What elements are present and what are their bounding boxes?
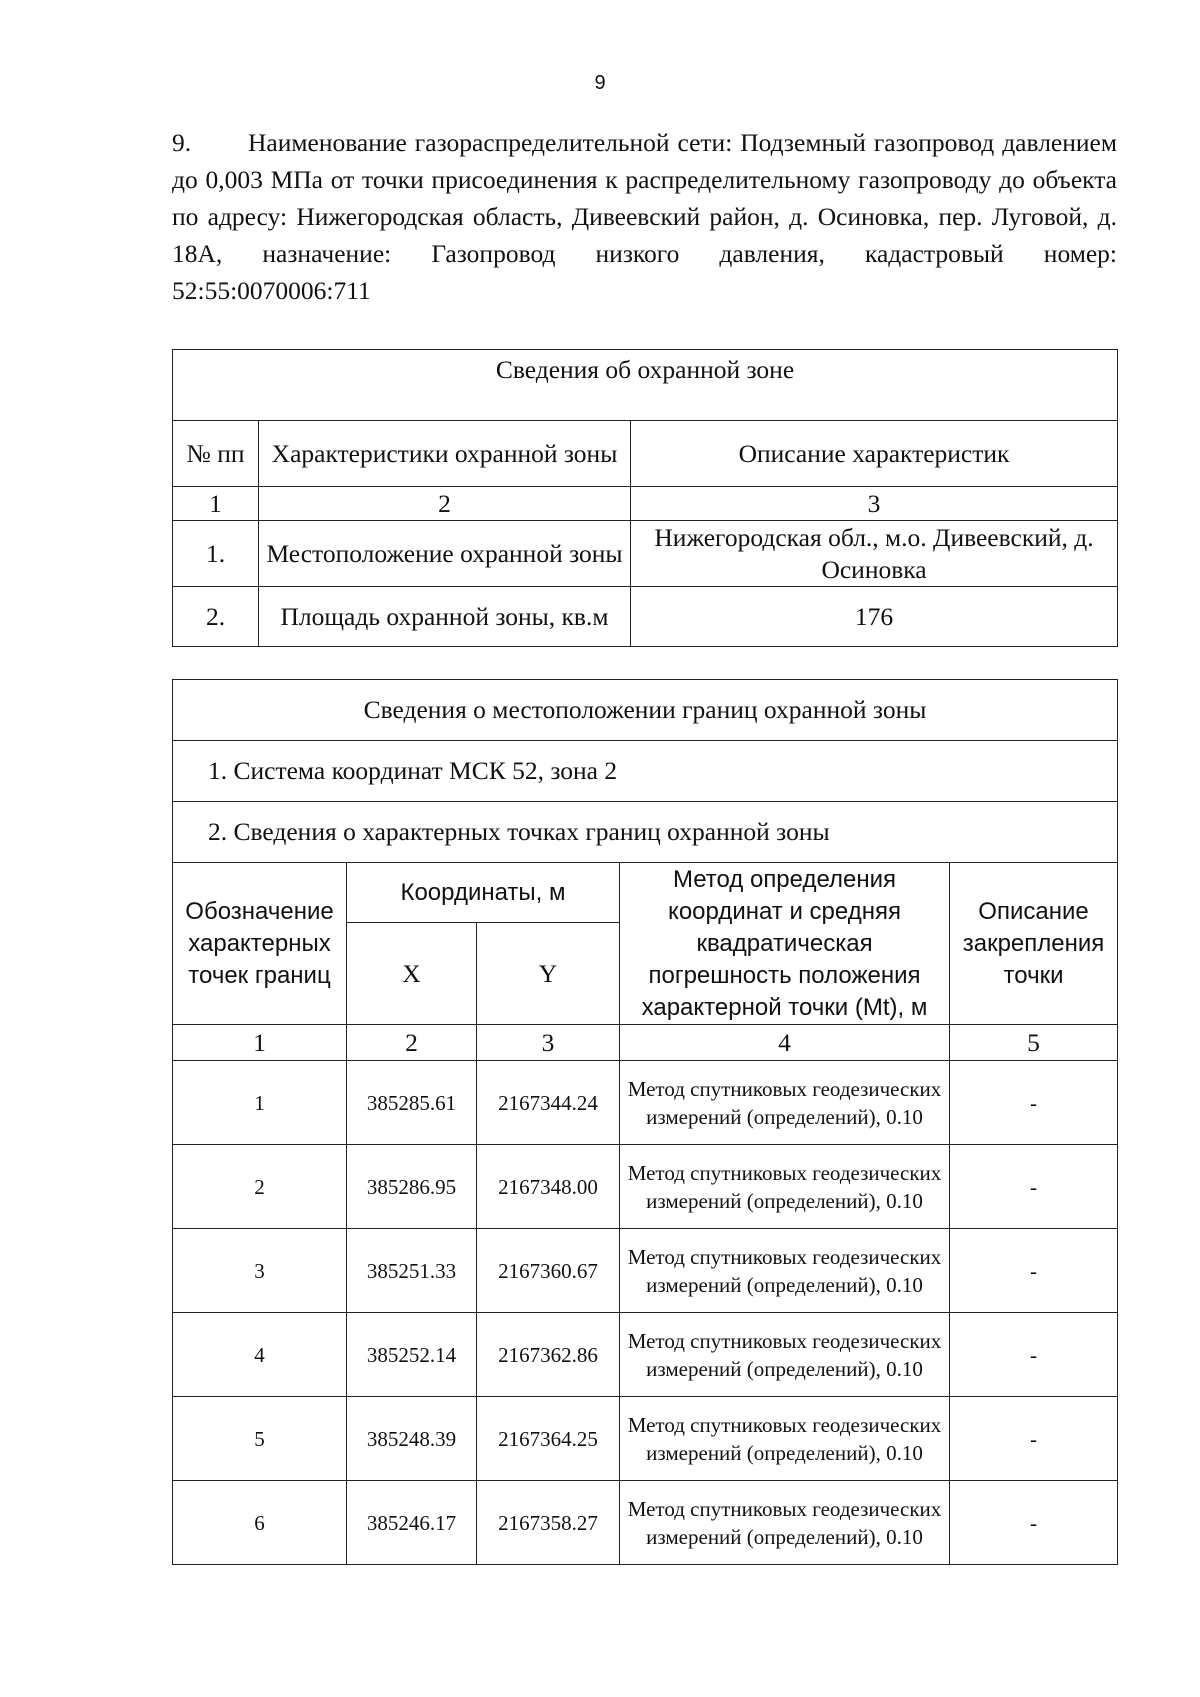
- table-row: [173, 1313, 1118, 1397]
- row-number: 1.: [173, 521, 259, 587]
- point-y: 2167348.00: [477, 1145, 620, 1229]
- header-designation: Обозначение характерных точек границ: [173, 863, 347, 1025]
- boundary-coordinates-table: [172, 679, 1118, 1565]
- point-method: Метод спутниковых геодезических измерений (определений), 0.10: [620, 1397, 950, 1481]
- point-fixing: -: [950, 1481, 1118, 1565]
- point-id: 2: [173, 1145, 347, 1229]
- point-y: 2167364.25: [477, 1397, 620, 1481]
- point-x: 385286.95: [347, 1145, 477, 1229]
- column-number: 2: [347, 1025, 477, 1061]
- zone-table-title: Сведения об охранной зоне: [173, 350, 1118, 421]
- paragraph-index: 9.: [172, 128, 192, 157]
- table-row: [173, 521, 1118, 587]
- header-method: Метод определения координат и средняя квадратическая погрешность положения характерной точки (Mt), м: [620, 863, 950, 1025]
- header-characteristic: Характеристики охранной зоны: [259, 421, 631, 487]
- network-description: [172, 124, 1117, 309]
- point-x: 385251.33: [347, 1229, 477, 1313]
- row-characteristic: Местоположение охранной зоны: [259, 521, 631, 587]
- row-number: 2.: [173, 587, 259, 647]
- point-method: Метод спутниковых геодезических измерений (определений), 0.10: [620, 1229, 950, 1313]
- point-method: Метод спутниковых геодезических измерений (определений), 0.10: [620, 1481, 950, 1565]
- header-description: Описание характеристик: [631, 421, 1118, 487]
- point-id: 3: [173, 1229, 347, 1313]
- table-row: [173, 1145, 1118, 1229]
- point-fixing: -: [950, 1313, 1118, 1397]
- point-y: 2167360.67: [477, 1229, 620, 1313]
- point-id: 4: [173, 1313, 347, 1397]
- column-number: 3: [477, 1025, 620, 1061]
- point-fixing: -: [950, 1229, 1118, 1313]
- point-fixing: -: [950, 1145, 1118, 1229]
- point-x: 385246.17: [347, 1481, 477, 1565]
- column-number: 1: [173, 1025, 347, 1061]
- point-y: 2167362.86: [477, 1313, 620, 1397]
- row-description: Нижегородская обл., м.о. Дивеевский, д. Осиновка: [631, 521, 1118, 587]
- point-id: 1: [173, 1061, 347, 1145]
- point-method: Метод спутниковых геодезических измерений (определений), 0.10: [620, 1061, 950, 1145]
- paragraph-text: Наименование газораспределительной сети: Подземный газопровод давлением до 0,003 МПа от точки присоединения к распределительному газопроводу до объекта по адресу: Нижегородская область, Дивеевский район, д. Осиновка, пер. Луговой, д. 18А, назначение: Газопровод низкого давления, кадастровый номер: 52:55:0070006:711: [172, 128, 1117, 305]
- point-x: 385248.39: [347, 1397, 477, 1481]
- point-y: 2167358.27: [477, 1481, 620, 1565]
- column-number: 2: [259, 487, 631, 521]
- row-characteristic: Площадь охранной зоны, кв.м: [259, 587, 631, 647]
- point-y: 2167344.24: [477, 1061, 620, 1145]
- column-number: 4: [620, 1025, 950, 1061]
- header-number: № пп: [173, 421, 259, 487]
- table-row: [173, 1229, 1118, 1313]
- header-x: X: [347, 923, 477, 1025]
- point-id: 5: [173, 1397, 347, 1481]
- table-row: [173, 1397, 1118, 1481]
- point-id: 6: [173, 1481, 347, 1565]
- page-number: 9: [594, 72, 606, 94]
- column-number: 1: [173, 487, 259, 521]
- table-row: [173, 1481, 1118, 1565]
- point-x: 385285.61: [347, 1061, 477, 1145]
- coordinate-system: 1. Система координат МСК 52, зона 2: [173, 741, 1118, 802]
- point-method: Метод спутниковых геодезических измерений (определений), 0.10: [620, 1145, 950, 1229]
- point-method: Метод спутниковых геодезических измерений (определений), 0.10: [620, 1313, 950, 1397]
- header-fixing: Описание закрепления точки: [950, 863, 1118, 1025]
- point-fixing: -: [950, 1397, 1118, 1481]
- table-row: [173, 587, 1118, 647]
- points-section-title: 2. Сведения о характерных точках границ охранной зоны: [173, 802, 1118, 863]
- column-number: 3: [631, 487, 1118, 521]
- table-row: [173, 1061, 1118, 1145]
- row-description: 176: [631, 587, 1118, 647]
- protection-zone-table: [172, 349, 1118, 647]
- point-x: 385252.14: [347, 1313, 477, 1397]
- point-fixing: -: [950, 1061, 1118, 1145]
- header-y: Y: [477, 923, 620, 1025]
- header-coordinates: Координаты, м: [347, 863, 620, 923]
- column-number: 5: [950, 1025, 1118, 1061]
- coords-table-title: Сведения о местоположении границ охранной зоны: [173, 680, 1118, 741]
